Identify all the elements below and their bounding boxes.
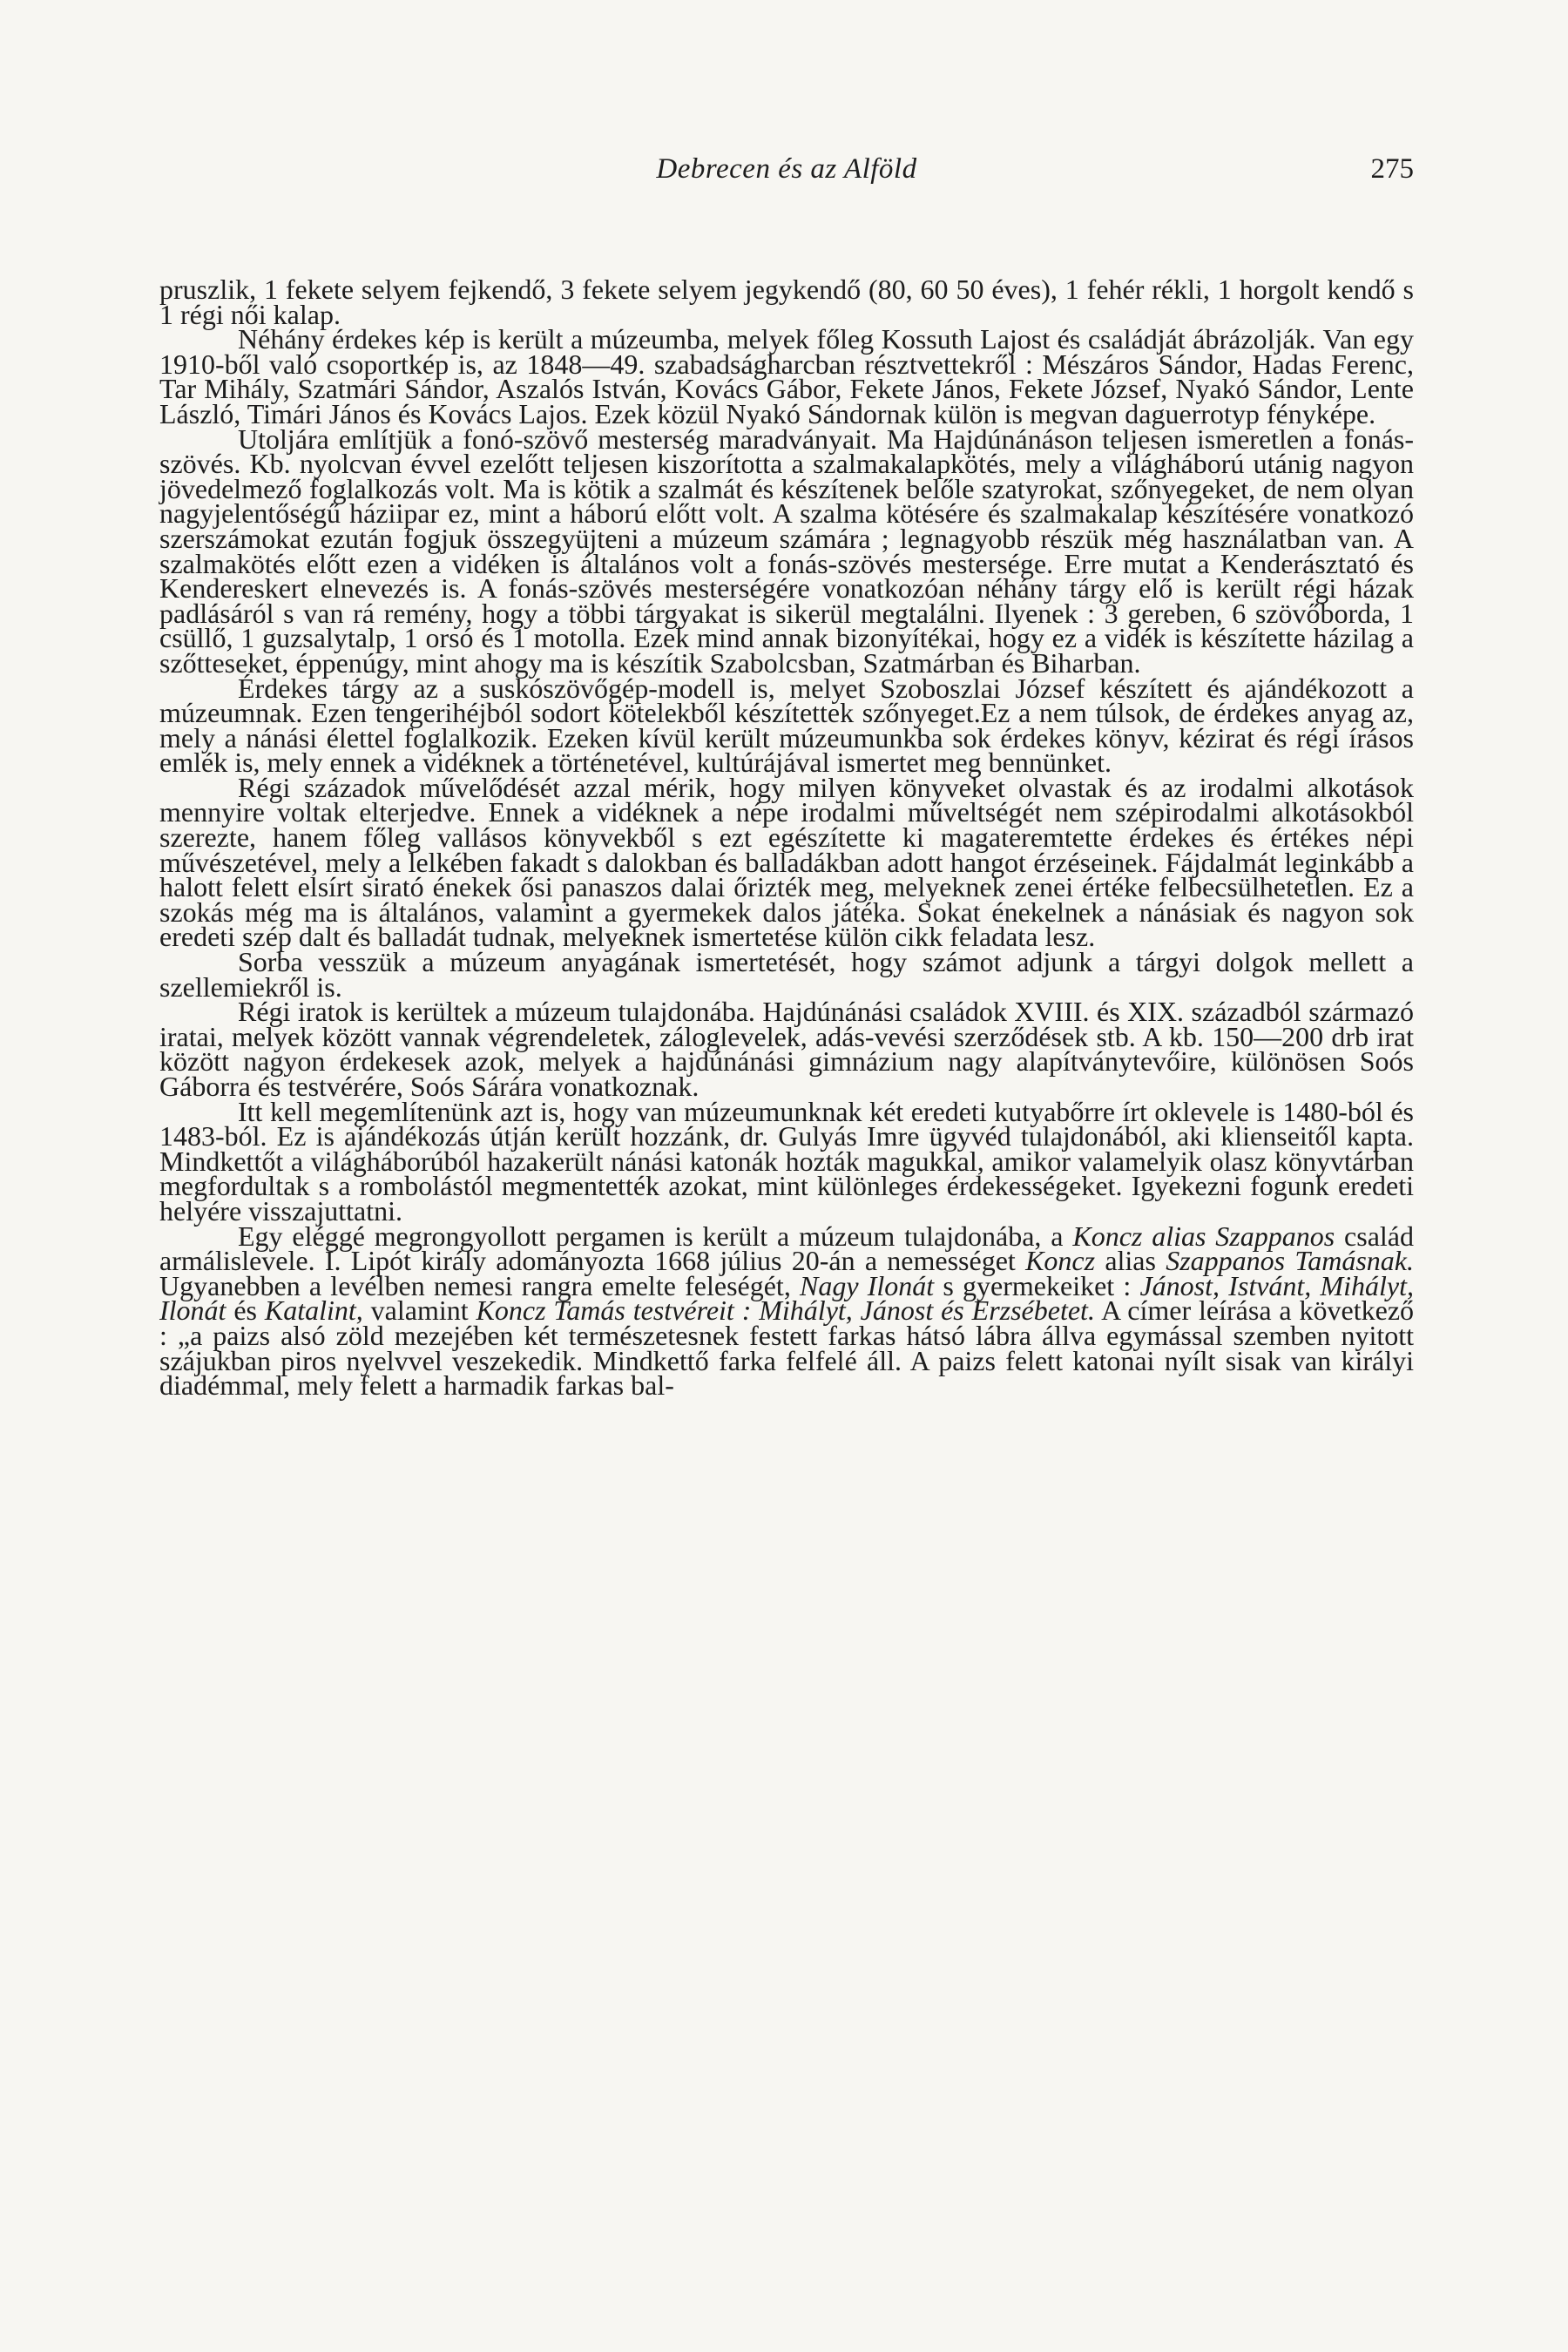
paragraph [159, 274, 1414, 330]
paragraph [159, 672, 1414, 779]
page-number: 275 [1370, 153, 1414, 185]
body-text [159, 274, 1415, 1402]
italic-text-segment: Katalint, [264, 1294, 363, 1327]
paragraph [159, 422, 1414, 679]
text-segment: A címer leírása a következő : „a paizs alsó zöld mezejében két természetesnek festett farkas hátsó lábra állva egymással szemben nyitott szájukban piros nyelvvel veszekedik. Mindkettő farka felfelé áll. A paizs felett katonai nyílt sisak van királyi diadémmal, mely felett a harmadik farkas bal- [159, 1294, 1415, 1402]
paragraph [159, 1220, 1415, 1402]
text-segment: alias [1095, 1245, 1166, 1277]
italic-text-segment: Szappanos Tamásnak. [1166, 1245, 1415, 1277]
paragraph [159, 946, 1414, 1003]
italic-text-segment: Koncz Tamás testvéreit : Mihályt, Jánost és Erzsébetet. [476, 1294, 1095, 1327]
paragraph [159, 1095, 1414, 1227]
italic-text-segment: Koncz [1025, 1245, 1096, 1277]
running-head [159, 153, 1414, 197]
running-title: Debrecen és az Alföld [656, 153, 917, 185]
text-segment: Érdekes tárgy az a suskószövőgép-modell is, melyet Szoboszlai József készített és ajándékozott a múzeumnak. Ezen tengerihéjból sodort kötelekből készítettek szőnyeget.Ez a nem túlsok, de érdekes anyag az, mely a nánási élettel foglalkozik. Ezeken kívül került múzeumunkba sok érdekes könyv, kézirat és régi írásos emlék is, mely ennek a vidéknek a történetével, kultúrájával ismertet meg bennünket. [159, 672, 1414, 779]
text-segment: Sorba vesszük a múzeum anyagának ismertetését, hogy számot adjunk a tárgyi dolgok mellett a szellemiekről is. [159, 946, 1414, 1003]
paragraph [159, 996, 1414, 1102]
italic-text-segment: Jánost, Istvánt, Mihályt, Ilonát [159, 1269, 1415, 1327]
text-segment: Néhány érdekes kép is került a múzeumba, melyek főleg Kossuth Lajost és családját ábrázolják. Van egy 1910-ből való csoportkép is, az 1848—49. szabadságharcban résztvettekről : Mészáros Sándor, Hadas Ferenc, Tar Mihály, Szatmári Sándor, Aszalós István, Kovács Gábor, Fekete János, Fekete József, Nyakó Sándor, Lente László, Timári János és Kovács Lajos. Ezek közül Nyakó Sándornak külön is megvan daguerrotyp fényképe. [159, 323, 1414, 429]
paragraph [159, 771, 1414, 953]
paragraph [159, 323, 1414, 429]
text-segment: Régi századok művelődését azzal mérik, hogy milyen könyveket olvastak és az irodalmi alkotások mennyire voltak elterjedve. Ennek a vidéknek a népe irodalmi műveltségét nem szépirodalmi alkotásokból szerezte, hanem főleg vallásos könyvekből s ezt egészítette ki magateremtette érdekes és értékes népi művészetével, mely a lelkében fakadt s dalokban és balladákban adott hangot érzéseinek. Fájdalmát leginkább a halott felett elsírt sirató énekek ősi panaszos dalai őrizték meg, melyeknek zenei értéke felbecsülhetetlen. Ez a szokás még ma is általános, valamint a gyermekek dalos játéka. Sokat énekelnek a nánásiak és nagyon sok eredeti szép dalt és balladát tudnak, melyeknek ismertetése külön cikk feladata lesz. [159, 771, 1414, 953]
italic-text-segment: Koncz alias Szappanos [1072, 1220, 1335, 1252]
italic-text-segment: Nagy Ilonát [800, 1269, 935, 1301]
text-segment: és [226, 1294, 265, 1327]
text-segment: Régi iratok is kerültek a múzeum tulajdonába. Hajdúnánási családok XVIII. és XIX. századból származó iratai, melyek között vannak végrendeletek, záloglevelek, adás-vevési szerződések stb. A kb. 150—200 drb irat között nagyon érdekesek azok, melyek a hajdúnánási gimnázium nagy alapítványtevőire, különösen Soós Gáborra és testvérére, Soós Sárára vonatkoznak. [159, 996, 1414, 1102]
text-segment: Itt kell megemlítenünk azt is, hogy van múzeumunknak két eredeti kutyabőrre írt oklevele is 1480-ból és 1483-ból. Ez is ajándékozás útján került hozzánk, dr. Gulyás Imre ügyvéd tulajdonából, aki klienseitől kapta. Mindkettőt a világháborúból hazakerült nánási katonák hozták magukkal, amikor valamelyik olasz könyvtárban megfordultak s a rombolástól megmentették azokat, mint különleges érdekességeket. Igyekezni fogunk eredeti helyére visszajuttatni. [159, 1095, 1414, 1227]
text-segment: pruszlik, 1 fekete selyem fejkendő, 3 fekete selyem jegykendő (80, 60 50 éves), 1 fehér rékli, 1 horgolt kendő s 1 régi női kalap. [159, 274, 1414, 330]
text-segment: s gyermekeiket : [934, 1269, 1140, 1301]
text-segment: család armálislevele. I. Lipót király adományozta 1668 július 20-án a nemességet [159, 1220, 1415, 1277]
text-segment: valamint [362, 1294, 476, 1327]
text-segment: Utoljára említjük a fonó-szövő mesterség maradványait. Ma Hajdúnánáson teljesen ismeretlen a fonás-szövés. Kb. nyolcvan évvel ezelőtt teljesen kiszorította a szalmakalapkötés, mely a világháború utánig nagyon jövedelmező foglalkozás volt. Ma is kötik a szalmát és készítenek belőle szatyrokat, szőnyegeket, de nem olyan nagyjelentőségű háziipar ez, mint a háború előtt volt. A szalma kötésére és szalmakalap készítésére vonatkozó szerszámokat ezután fogjuk összegyüjteni a múzeum számára ; legnagyobb részük még használatban van. A szalmakötés előtt ezen a vidéken is általános volt a fonás-szövés mestersége. Erre mutat a Kenderásztató és Kendereskert elnevezés is. A fonás-szövés mesterségére vonatkozóan néhány tárgy elő is került régi házak padlásáról s van rá remény, hogy a többi tárgyakat is sikerül megtalálni. Ilyenek : 3 gereben, 6 szövőborda, 1 csüllő, 1 guzsalytalp, 1 orsó és 1 motolla. Ezek mind annak bizonyítékai, hogy ez a vidék is készítette házilag a szőtteseket, éppenúgy, mint ahogy ma is készítik Szabolcsban, Szatmárban és Biharban. [159, 422, 1414, 679]
text-segment: Egy eléggé megrongyollott pergamen is került a múzeum tulajdonába, a [238, 1220, 1073, 1252]
text-segment: Ugyanebben a levélben nemesi rangra emelte feleségét, [159, 1269, 801, 1301]
